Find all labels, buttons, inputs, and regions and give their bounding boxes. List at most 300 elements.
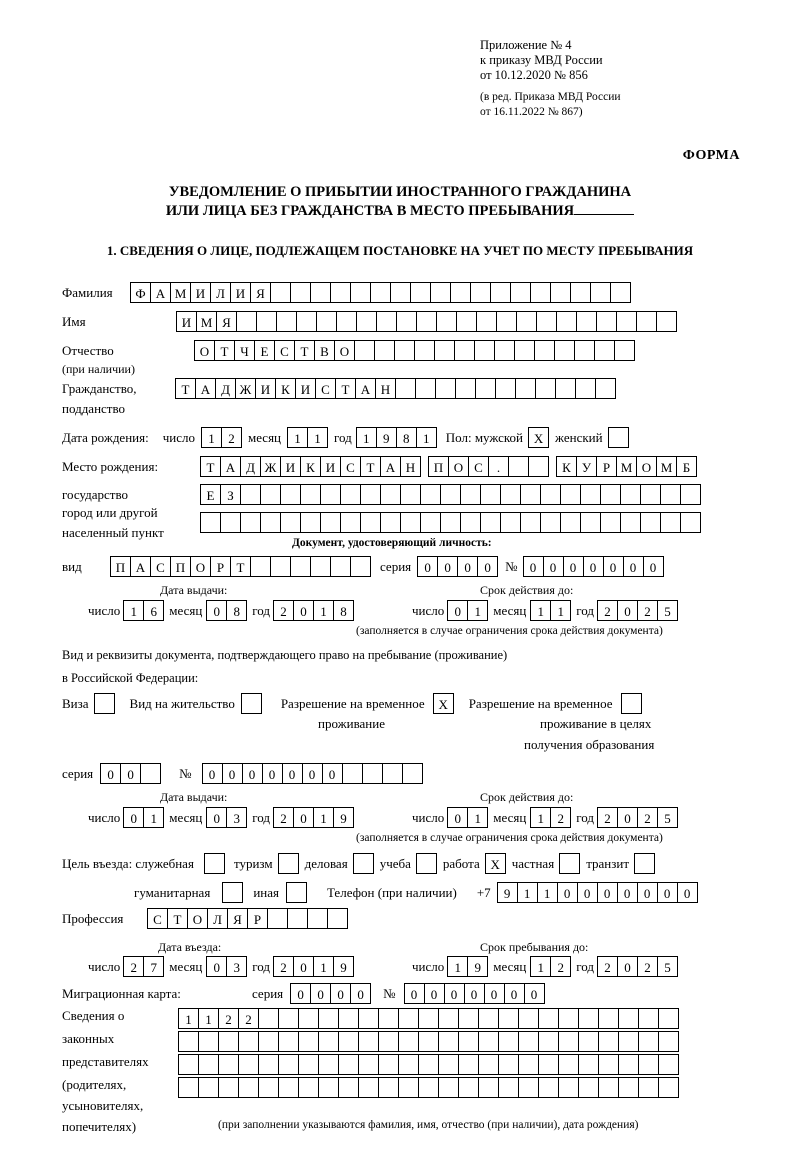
cell[interactable]: 1 — [530, 807, 551, 828]
cell[interactable] — [458, 1077, 479, 1098]
cell[interactable] — [290, 556, 311, 577]
cell[interactable]: 1 — [123, 600, 144, 621]
cell[interactable]: 1 — [416, 427, 437, 448]
cell[interactable] — [660, 484, 681, 505]
cell[interactable] — [270, 556, 291, 577]
cell[interactable] — [250, 556, 271, 577]
cell[interactable]: 1 — [287, 427, 308, 448]
cell[interactable] — [458, 1054, 479, 1075]
cell[interactable] — [278, 1008, 299, 1029]
cell[interactable]: 1 — [517, 882, 538, 903]
cell[interactable] — [318, 1077, 339, 1098]
cell[interactable] — [420, 484, 441, 505]
cell[interactable] — [374, 340, 395, 361]
cell[interactable]: Т — [335, 378, 356, 399]
cell[interactable] — [440, 512, 461, 533]
cell[interactable]: 0 — [322, 763, 343, 784]
cell[interactable]: 0 — [677, 882, 698, 903]
cell[interactable]: П — [428, 456, 449, 477]
cell[interactable] — [535, 378, 556, 399]
cell[interactable] — [598, 1008, 619, 1029]
cell[interactable]: Н — [375, 378, 396, 399]
cell[interactable] — [595, 378, 616, 399]
birth-state-input[interactable] — [200, 456, 421, 477]
cell[interactable] — [287, 908, 308, 929]
cell[interactable] — [518, 1054, 539, 1075]
cell[interactable]: 2 — [637, 956, 658, 977]
stay-valid-year-input[interactable] — [597, 807, 678, 828]
cell[interactable] — [354, 340, 375, 361]
cell[interactable] — [218, 1031, 239, 1052]
cell[interactable]: . — [488, 456, 509, 477]
cell[interactable] — [540, 512, 561, 533]
birth-city-row3-input[interactable] — [200, 512, 701, 533]
cell[interactable] — [418, 1031, 439, 1052]
cell[interactable] — [470, 282, 491, 303]
cell[interactable]: 8 — [396, 427, 417, 448]
cell[interactable] — [320, 512, 341, 533]
cell[interactable] — [258, 1054, 279, 1075]
cell[interactable] — [418, 1077, 439, 1098]
cell[interactable] — [414, 340, 435, 361]
sex-male-checkbox[interactable] — [528, 427, 549, 448]
cell[interactable] — [578, 1031, 599, 1052]
purpose-private-checkbox[interactable] — [559, 853, 580, 874]
cell[interactable] — [378, 1031, 399, 1052]
cell[interactable] — [555, 378, 576, 399]
cell[interactable]: А — [380, 456, 401, 477]
cell[interactable] — [94, 693, 115, 714]
cell[interactable] — [560, 484, 581, 505]
cell[interactable]: К — [556, 456, 577, 477]
cell[interactable]: 5 — [657, 600, 678, 621]
cell[interactable] — [438, 1054, 459, 1075]
cell[interactable]: 0 — [310, 983, 331, 1004]
cell[interactable]: 0 — [523, 556, 544, 577]
cell[interactable]: 0 — [504, 983, 525, 1004]
cell[interactable]: Я — [216, 311, 237, 332]
cell[interactable] — [558, 1077, 579, 1098]
cell[interactable]: И — [255, 378, 276, 399]
cell[interactable]: 0 — [262, 763, 283, 784]
cell[interactable]: 0 — [123, 807, 144, 828]
cell[interactable]: 1 — [313, 956, 334, 977]
cell[interactable] — [418, 1008, 439, 1029]
cell[interactable] — [278, 853, 299, 874]
cell[interactable]: 3 — [226, 956, 247, 977]
cell[interactable]: 1 — [550, 600, 571, 621]
cell[interactable] — [500, 512, 521, 533]
cell[interactable]: 2 — [550, 807, 571, 828]
cell[interactable]: 0 — [617, 807, 638, 828]
cell[interactable] — [456, 311, 477, 332]
cell[interactable] — [358, 1031, 379, 1052]
cell[interactable] — [556, 311, 577, 332]
cell[interactable]: 2 — [273, 807, 294, 828]
cell[interactable] — [378, 1054, 399, 1075]
sex-female-checkbox[interactable] — [608, 427, 629, 448]
cell[interactable] — [238, 1054, 259, 1075]
name-input[interactable] — [176, 311, 677, 332]
cell[interactable] — [574, 340, 595, 361]
cell[interactable]: Е — [200, 484, 221, 505]
cell[interactable] — [458, 1008, 479, 1029]
cell[interactable]: 1 — [537, 882, 558, 903]
cell[interactable]: Ж — [260, 456, 281, 477]
cell[interactable]: 2 — [597, 956, 618, 977]
cell[interactable]: И — [230, 282, 251, 303]
cell[interactable]: 0 — [222, 763, 243, 784]
legal-rep-input-1[interactable] — [178, 1008, 679, 1029]
cell[interactable] — [198, 1077, 219, 1098]
cell[interactable]: 0 — [447, 600, 468, 621]
cell[interactable]: 2 — [273, 956, 294, 977]
cell[interactable] — [178, 1031, 199, 1052]
cell[interactable]: 0 — [603, 556, 624, 577]
cell[interactable] — [402, 763, 423, 784]
cell[interactable] — [438, 1077, 459, 1098]
cell[interactable] — [621, 693, 642, 714]
birth-city-part1-input[interactable] — [428, 456, 549, 477]
cell[interactable] — [418, 1054, 439, 1075]
cell[interactable]: 0 — [524, 983, 545, 1004]
cell[interactable] — [435, 378, 456, 399]
birth-city-row2-input[interactable] — [200, 484, 701, 505]
cell[interactable] — [658, 1031, 679, 1052]
edu-residence-checkbox[interactable] — [621, 693, 642, 714]
stay-number-input[interactable] — [202, 763, 423, 784]
cell[interactable] — [416, 311, 437, 332]
doc-valid-year-input[interactable] — [597, 600, 678, 621]
cell[interactable] — [390, 282, 411, 303]
cell[interactable]: 0 — [293, 600, 314, 621]
cell[interactable] — [436, 311, 457, 332]
cell[interactable]: К — [300, 456, 321, 477]
cell[interactable]: 2 — [273, 600, 294, 621]
cell[interactable] — [362, 763, 383, 784]
surname-input[interactable] — [130, 282, 631, 303]
cell[interactable] — [240, 484, 261, 505]
cell[interactable]: 5 — [657, 956, 678, 977]
doc-valid-month-input[interactable] — [530, 600, 571, 621]
cell[interactable] — [680, 484, 701, 505]
cell[interactable]: 0 — [447, 807, 468, 828]
cell[interactable]: 1 — [356, 427, 377, 448]
doc-series-input[interactable] — [417, 556, 498, 577]
cell[interactable] — [318, 1008, 339, 1029]
cell[interactable]: 0 — [120, 763, 141, 784]
cell[interactable] — [594, 340, 615, 361]
cell[interactable] — [222, 882, 243, 903]
cell[interactable] — [398, 1008, 419, 1029]
cell[interactable]: 1 — [198, 1008, 219, 1029]
cell[interactable] — [600, 512, 621, 533]
cell[interactable]: 0 — [577, 882, 598, 903]
cell[interactable] — [516, 311, 537, 332]
cell[interactable]: 1 — [447, 956, 468, 977]
cell[interactable] — [410, 282, 431, 303]
cell[interactable] — [338, 1054, 359, 1075]
cell[interactable]: 0 — [444, 983, 465, 1004]
cell[interactable] — [598, 1054, 619, 1075]
cell[interactable] — [258, 1031, 279, 1052]
cell[interactable]: О — [448, 456, 469, 477]
cell[interactable]: 1 — [467, 600, 488, 621]
cell[interactable]: 0 — [100, 763, 121, 784]
cell[interactable] — [298, 1077, 319, 1098]
cell[interactable]: 1 — [307, 427, 328, 448]
cell[interactable] — [558, 1031, 579, 1052]
cell[interactable]: 6 — [143, 600, 164, 621]
cell[interactable] — [660, 512, 681, 533]
cell[interactable] — [220, 512, 241, 533]
cell[interactable]: 2 — [123, 956, 144, 977]
cell[interactable]: 1 — [313, 807, 334, 828]
cell[interactable]: 0 — [563, 556, 584, 577]
doc-issue-day-input[interactable] — [123, 600, 164, 621]
cell[interactable]: З — [220, 484, 241, 505]
cell[interactable] — [638, 1008, 659, 1029]
stay-end-month-input[interactable] — [530, 956, 571, 977]
cell[interactable] — [338, 1008, 359, 1029]
cell[interactable] — [508, 456, 529, 477]
cell[interactable]: Е — [254, 340, 275, 361]
cell[interactable] — [554, 340, 575, 361]
cell[interactable]: 2 — [238, 1008, 259, 1029]
cell[interactable] — [528, 456, 549, 477]
cell[interactable]: Л — [210, 282, 231, 303]
cell[interactable]: 9 — [497, 882, 518, 903]
cell[interactable]: 0 — [350, 983, 371, 1004]
cell[interactable]: Я — [250, 282, 271, 303]
cell[interactable] — [256, 311, 277, 332]
cell[interactable] — [420, 512, 441, 533]
cell[interactable]: X — [485, 853, 506, 874]
cell[interactable] — [320, 484, 341, 505]
doc-issue-month-input[interactable] — [206, 600, 247, 621]
cell[interactable] — [478, 1008, 499, 1029]
cell[interactable] — [280, 484, 301, 505]
cell[interactable] — [510, 282, 531, 303]
cell[interactable]: Ж — [235, 378, 256, 399]
cell[interactable]: 0 — [484, 983, 505, 1004]
cell[interactable] — [240, 512, 261, 533]
cell[interactable] — [360, 512, 381, 533]
cell[interactable]: 9 — [333, 807, 354, 828]
cell[interactable] — [518, 1077, 539, 1098]
cell[interactable]: Т — [294, 340, 315, 361]
cell[interactable]: 1 — [201, 427, 222, 448]
cell[interactable] — [370, 282, 391, 303]
cell[interactable] — [590, 282, 611, 303]
cell[interactable] — [550, 282, 571, 303]
cell[interactable] — [178, 1054, 199, 1075]
cell[interactable] — [498, 1054, 519, 1075]
purpose-tourism-checkbox[interactable] — [278, 853, 299, 874]
cell[interactable] — [450, 282, 471, 303]
cell[interactable] — [380, 484, 401, 505]
cell[interactable] — [580, 512, 601, 533]
cell[interactable] — [276, 311, 297, 332]
cell[interactable]: 0 — [282, 763, 303, 784]
cell[interactable] — [536, 311, 557, 332]
birth-city-part2-input[interactable] — [556, 456, 697, 477]
cell[interactable]: К — [275, 378, 296, 399]
cell[interactable]: П — [170, 556, 191, 577]
purpose-business-checkbox[interactable] — [353, 853, 374, 874]
cell[interactable]: А — [220, 456, 241, 477]
cell[interactable] — [358, 1054, 379, 1075]
cell[interactable] — [358, 1008, 379, 1029]
cell[interactable]: 0 — [637, 882, 658, 903]
purpose-study-checkbox[interactable] — [416, 853, 437, 874]
cell[interactable] — [480, 512, 501, 533]
cell[interactable]: У — [576, 456, 597, 477]
cell[interactable] — [614, 340, 635, 361]
cell[interactable]: 0 — [617, 956, 638, 977]
cell[interactable]: С — [150, 556, 171, 577]
cell[interactable] — [498, 1077, 519, 1098]
cell[interactable]: 7 — [143, 956, 164, 977]
cell[interactable]: 0 — [597, 882, 618, 903]
cell[interactable] — [296, 311, 317, 332]
cell[interactable] — [515, 378, 536, 399]
cell[interactable] — [658, 1054, 679, 1075]
cell[interactable]: 8 — [226, 600, 247, 621]
cell[interactable]: С — [274, 340, 295, 361]
cell[interactable] — [400, 512, 421, 533]
cell[interactable]: 2 — [550, 956, 571, 977]
cell[interactable]: 0 — [543, 556, 564, 577]
cell[interactable] — [438, 1008, 459, 1029]
cell[interactable] — [298, 1008, 319, 1029]
cell[interactable]: Н — [400, 456, 421, 477]
citizenship-input[interactable] — [175, 378, 616, 399]
cell[interactable]: Т — [167, 908, 188, 929]
cell[interactable]: И — [176, 311, 197, 332]
stay-issue-day-input[interactable] — [123, 807, 164, 828]
birth-month-input[interactable] — [287, 427, 328, 448]
cell[interactable]: Р — [247, 908, 268, 929]
cell[interactable] — [307, 908, 328, 929]
cell[interactable] — [378, 1077, 399, 1098]
cell[interactable]: 0 — [464, 983, 485, 1004]
cell[interactable]: 2 — [597, 600, 618, 621]
purpose-transit-checkbox[interactable] — [634, 853, 655, 874]
cell[interactable] — [278, 1077, 299, 1098]
cell[interactable] — [616, 311, 637, 332]
cell[interactable] — [198, 1031, 219, 1052]
patronymic-input[interactable] — [194, 340, 635, 361]
cell[interactable]: Т — [214, 340, 235, 361]
legal-rep-input-4[interactable] — [178, 1077, 679, 1098]
cell[interactable]: Д — [215, 378, 236, 399]
cell[interactable] — [474, 340, 495, 361]
stay-issue-month-input[interactable] — [206, 807, 247, 828]
cell[interactable]: 9 — [376, 427, 397, 448]
entry-month-input[interactable] — [206, 956, 247, 977]
cell[interactable]: Ф — [130, 282, 151, 303]
cell[interactable] — [540, 484, 561, 505]
cell[interactable] — [238, 1077, 259, 1098]
mcard-number-input[interactable] — [404, 983, 545, 1004]
doc-kind-input[interactable] — [110, 556, 371, 577]
cell[interactable] — [618, 1077, 639, 1098]
cell[interactable]: 2 — [597, 807, 618, 828]
cell[interactable]: 0 — [202, 763, 223, 784]
cell[interactable]: Р — [210, 556, 231, 577]
cell[interactable] — [415, 378, 436, 399]
cell[interactable] — [496, 311, 517, 332]
cell[interactable] — [658, 1077, 679, 1098]
cell[interactable] — [460, 484, 481, 505]
stay-end-day-input[interactable] — [447, 956, 488, 977]
cell[interactable] — [600, 484, 621, 505]
cell[interactable] — [534, 340, 555, 361]
cell[interactable] — [608, 427, 629, 448]
cell[interactable] — [310, 556, 331, 577]
cell[interactable] — [576, 311, 597, 332]
cell[interactable] — [640, 484, 661, 505]
stay-valid-month-input[interactable] — [530, 807, 571, 828]
stay-valid-day-input[interactable] — [447, 807, 488, 828]
cell[interactable] — [434, 340, 455, 361]
cell[interactable]: С — [340, 456, 361, 477]
cell[interactable] — [598, 1077, 619, 1098]
cell[interactable]: Ч — [234, 340, 255, 361]
cell[interactable] — [520, 512, 541, 533]
doc-issue-year-input[interactable] — [273, 600, 354, 621]
cell[interactable] — [286, 882, 307, 903]
cell[interactable] — [356, 311, 377, 332]
cell[interactable]: 0 — [206, 600, 227, 621]
cell[interactable]: Б — [676, 456, 697, 477]
legal-rep-input-2[interactable] — [178, 1031, 679, 1052]
cell[interactable] — [476, 311, 497, 332]
cell[interactable] — [260, 484, 281, 505]
cell[interactable] — [318, 1054, 339, 1075]
cell[interactable] — [340, 484, 361, 505]
cell[interactable] — [342, 763, 363, 784]
cell[interactable] — [580, 484, 601, 505]
cell[interactable] — [495, 378, 516, 399]
cell[interactable] — [658, 1008, 679, 1029]
cell[interactable]: X — [528, 427, 549, 448]
cell[interactable] — [267, 908, 288, 929]
cell[interactable] — [596, 311, 617, 332]
cell[interactable] — [395, 378, 416, 399]
cell[interactable]: 0 — [290, 983, 311, 1004]
cell[interactable]: 0 — [302, 763, 323, 784]
cell[interactable]: 2 — [218, 1008, 239, 1029]
cell[interactable]: А — [355, 378, 376, 399]
doc-number-input[interactable] — [523, 556, 664, 577]
cell[interactable] — [578, 1008, 599, 1029]
cell[interactable]: М — [656, 456, 677, 477]
cell[interactable] — [396, 311, 417, 332]
cell[interactable]: 0 — [623, 556, 644, 577]
cell[interactable]: Р — [596, 456, 617, 477]
cell[interactable] — [300, 484, 321, 505]
cell[interactable] — [358, 1077, 379, 1098]
cell[interactable]: 0 — [617, 600, 638, 621]
cell[interactable] — [618, 1031, 639, 1052]
cell[interactable] — [638, 1031, 659, 1052]
cell[interactable] — [638, 1054, 659, 1075]
cell[interactable] — [610, 282, 631, 303]
cell[interactable]: В — [314, 340, 335, 361]
cell[interactable] — [140, 763, 161, 784]
